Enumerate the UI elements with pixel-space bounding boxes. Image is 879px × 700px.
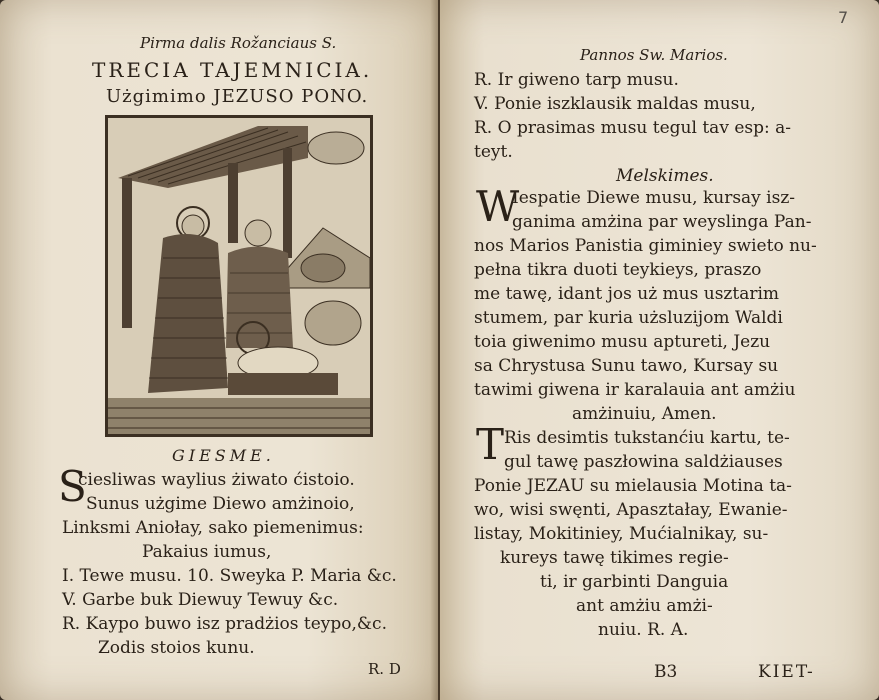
versicle-line-1: I. Tewe musu. 10. Sweyka P. Maria &c. xyxy=(62,566,397,586)
prayer-line-5: me tawę, idant jos uż mus usztarim xyxy=(474,284,780,304)
left-running-head: Pirma dalis Rožanciaus S. xyxy=(140,34,337,52)
prayer-line-2: ganima amżina par weyslinga Pan- xyxy=(512,212,812,232)
song-line-3: Linksmi Aniołay, sako piemenimus: xyxy=(62,518,364,538)
prayer-line-3: nos Marios Panistia giminiey swieto nu- xyxy=(474,236,817,256)
right-page xyxy=(440,0,879,700)
prayer-line-9: tawimi giwena ir karalauia ant amżiu xyxy=(474,380,796,400)
chapter-subtitle: Użgimimo JEZUSO PONO. xyxy=(106,86,369,107)
song-line-2: Sunus użgime Diewo amżinoio, xyxy=(86,494,355,514)
response-line-5: teyt. xyxy=(474,142,513,162)
prayer-line-4: pełna tikra duoti teykieys, praszo xyxy=(474,260,762,280)
prayer-line-7: toia giwenimo musu aptureti, Jezu xyxy=(474,332,771,352)
prayer-dropcap: W xyxy=(476,182,520,231)
left-footer-mark: R. D xyxy=(368,660,401,678)
nativity-scene-image xyxy=(108,118,370,434)
glory-line-3: Ponie JEZAU su mielausia Motina ta- xyxy=(474,476,792,496)
response-line-3: R. Ir giweno tarp musu. xyxy=(474,70,679,90)
glory-line-2: gul tawę paszłowina saldżiauses xyxy=(504,452,783,472)
prayer-line-6: stumem, par kuria użsluzijom Waldi xyxy=(474,308,783,328)
signature-mark: B3 xyxy=(654,662,678,682)
handwritten-page-number: 7 xyxy=(838,8,849,27)
glory-line-9: nuiu. R. A. xyxy=(598,620,689,640)
glory-line-4: wo, wisi swęnti, Apaształay, Ewanie- xyxy=(474,500,788,520)
prayer-line-8: sa Chrystusa Sunu tawo, Kursay su xyxy=(474,356,779,376)
song-line-1: ciesliwas waylius żiwato ćistoio. xyxy=(78,470,355,490)
chapter-title: TRECIA TAJEMNICIA. xyxy=(92,58,373,82)
song-dropcap: S xyxy=(58,462,87,511)
response-line-2: Zodis stoios kunu. xyxy=(98,638,255,658)
prayer-line-10: amżinuiu, Amen. xyxy=(572,404,717,424)
glory-line-8: ant amżiu amżi- xyxy=(576,596,713,616)
glory-line-7: ti, ir garbinti Danguia xyxy=(540,572,729,592)
nativity-woodcut-illustration xyxy=(105,115,373,437)
song-line-4: Pakaius iumus, xyxy=(142,542,272,562)
versicle-line-2: V. Garbe buk Diewuy Tewuy &c. xyxy=(62,590,339,610)
song-heading: GIESME. xyxy=(172,446,275,465)
response-line-1: R. Kaypo buwo isz pradżios teypo,&c. xyxy=(62,614,387,634)
glory-line-6: kureys tawę tikimes regie- xyxy=(500,548,729,568)
prayer-line-1: Iespatie Diewe musu, kursay isz- xyxy=(512,188,796,208)
prayer-heading: Melskimes. xyxy=(616,166,714,186)
second-dropcap: T xyxy=(476,420,505,469)
right-running-head: Pannos Sw. Marios. xyxy=(580,46,728,64)
glory-line-5: listay, Mokitiniey, Mućialnikay, su- xyxy=(474,524,769,544)
catchword: KIET- xyxy=(758,662,815,682)
glory-line-1: Ris desimtis tukstanćiu kartu, te- xyxy=(504,428,790,448)
left-page xyxy=(0,0,438,700)
versicle-line-3: V. Ponie iszklausik maldas musu, xyxy=(474,94,756,114)
response-line-4: R. O prasimas musu tegul tav esp: a- xyxy=(474,118,791,138)
